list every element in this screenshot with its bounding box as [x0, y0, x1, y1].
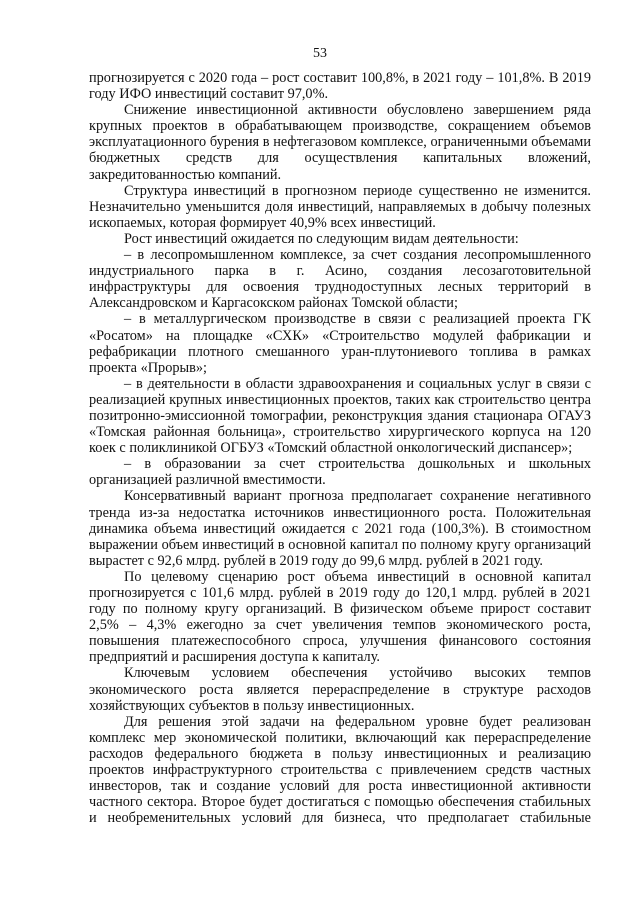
list-item-education: – в образовании за счет строительства дошкольных и школьных организацией различной вместимости.: [89, 456, 591, 489]
paragraph-federal-measures: Для решения этой задачи на федеральном уровне будет реализован комплекс мер экономической политики, включающий как перераспределение расходов федерального бюджета в пользу инвестиционных и реализацию проектов инфраструктурного строительства с привлечением средств частных инвесторов, так и создание условий для роста инвестиционной активности частного сектора. Второе будет достигаться с помощью обеспечения стабильных и необременительных условий для бизнеса, что предполагает стабильные: [89, 713, 591, 827]
list-item-timber-industry: – в лесопромышленном комплексе, за счет создания лесопромышленного индустриального парка в г. Асино, создания лесозаготовительной инфраструктуры для освоения труднодоступных лесных территорий в Александровском и Каргасокском районах Томской области;: [89, 247, 591, 312]
paragraph-growth-intro: Рост инвестиций ожидается по следующим видам деятельности:: [124, 230, 519, 247]
paragraph-target-scenario: По целевому сценарию рост объема инвестиций в основной капитал прогнозируется с 101,6 млрд. рублей в 2019 году до 120,1 млрд. рублей в 2021 году по полному кругу организаций. В физическом объеме прирост составит 2,5% – 4,3% ежегодно за счет увеличения темпов экономического роста, повышения платежеспособного спроса, улучшения финансового состояния предприятий и расширения доступа к капиталу.: [89, 568, 591, 666]
document-body: [89, 70, 591, 826]
page-number: 53: [313, 46, 327, 61]
paragraph-forecast-index: прогнозируется с 2020 года – рост составит 100,8%, в 2021 году – 101,8%. В 2019 году ИФО инвестиций составит 97,0%.: [89, 70, 591, 103]
paragraph-conservative-scenario: Консервативный вариант прогноза предполагает сохранение негативного тренда из-за недостатка источников инвестиционного роста. Положительная динамика объема инвестиций ожидается с 2021 года (100,3%). В стоимостном выражении объем инвестиций в основной капитал по полному кругу организаций вырастет с 92,6 млрд. рублей в 2019 году до 99,6 млрд. рублей в 2021 году.: [89, 488, 591, 569]
paragraph-activity-decline: Снижение инвестиционной активности обусловлено завершением ряда крупных проектов в обрабатывающем производстве, сокращением объемов эксплуатационного бурения в нефтегазовом комплексе, ограниченными объемами бюджетных средств для осуществления капитальных вложений, закредитованностью компаний.: [89, 102, 591, 183]
list-item-metallurgy: – в металлургическом производстве в связи с реализацией проекта ГК «Росатом» на площадке «СХК» «Строительство модулей фабрикации и рефабрикации плотного смешанного уран-плутониевого топлива в рамках проекта «Прорыв»;: [89, 311, 591, 376]
paragraph-investment-structure: Структура инвестиций в прогнозном периоде существенно не изменится. Незначительно уменьшится доля инвестиций, направляемых в добычу полезных ископаемых, которая формирует 40,9% всех инвестиций.: [89, 182, 591, 231]
list-item-healthcare: – в деятельности в области здравоохранения и социальных услуг в связи с реализацией крупных инвестиционных проектов, таких как строительство центра позитронно-эмиссионной томографии, реконструкция здания стационара ОГАУЗ «Томская районная больница», строительство хирургического корпуса на 120 коек с поликлиникой ОГБУЗ «Томский областной онкологический диспансер»;: [89, 375, 591, 457]
paragraph-key-condition: Ключевым условием обеспечения устойчиво высоких темпов экономического роста является перераспределение в структуре расходов хозяйствующих субъектов в пользу инвестиционных.: [89, 665, 591, 714]
